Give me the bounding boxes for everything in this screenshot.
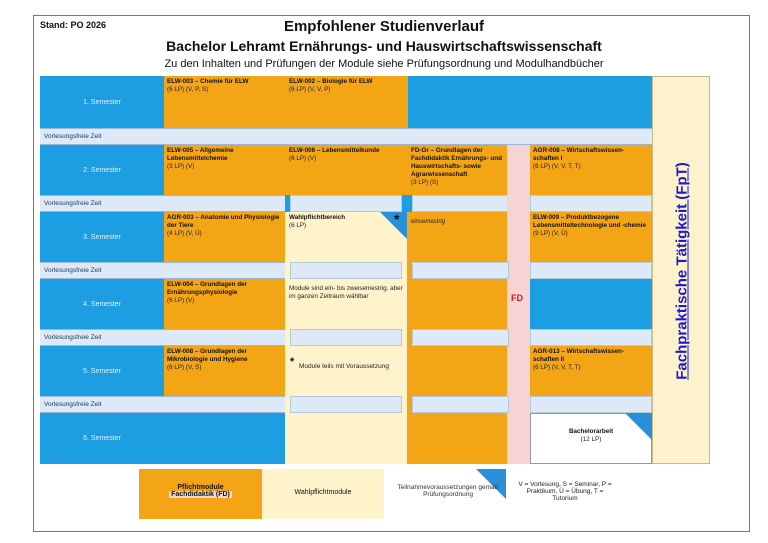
semester-label: 4. Semester — [83, 300, 121, 308]
break-slot — [290, 396, 402, 413]
page-subtitle: Bachelor Lehramt Ernährungs- und Hauswirtschaftswissenschaft — [166, 38, 602, 54]
break-slot — [290, 262, 402, 279]
module-agr008 — [530, 145, 652, 195]
module-info: (9 LP) (V, Ü) — [533, 230, 568, 237]
module-title: Bachelorarbeit — [568, 428, 614, 435]
break-slot — [412, 329, 509, 346]
module-title: ELW-002 – Biologie für ELW — [289, 78, 373, 85]
semester-label: 3. Semester — [83, 233, 121, 241]
one-semester-note: einsemestrig — [411, 219, 446, 225]
fd-pink-column — [507, 145, 530, 464]
module-elw006 — [286, 145, 408, 195]
break-slot — [530, 329, 652, 346]
module-title: ELW-008 – Grundlagen der Mikrobiologie und Hygiene — [167, 348, 248, 363]
module-agr003 — [164, 212, 285, 262]
module-info: (4 LP) (V, Ü) — [167, 230, 202, 237]
module-title: ELW-004 – Grundlagen der Ernährungsphysiologie — [167, 281, 248, 296]
module-title: AGR-008 – Wirtschaftswissen- schaften I — [533, 147, 624, 162]
fpt-label: Fachpraktische Tätigkeit (FpT) — [673, 162, 691, 380]
break-slot — [530, 262, 652, 279]
semester-label: 6. Semester — [83, 435, 121, 442]
module-info: (12 LP) — [580, 436, 602, 443]
module-elw009 — [530, 212, 652, 262]
break-row: Vorlesungsfreie Zeit — [40, 329, 285, 346]
module-title: AGR-003 – Anatomie und Physiologie der Tiere — [167, 214, 280, 229]
fpt-column — [652, 76, 710, 464]
module-info: (6 LP) (V, V, T, T) — [533, 364, 581, 371]
module-elw002 — [286, 76, 408, 128]
prerequisite-note: Module teils mit Voraussetzung — [299, 363, 389, 370]
module-elw004 — [164, 279, 285, 329]
prerequisite-marker — [625, 413, 652, 440]
module-info: (6 LP) (V, V, T, T) — [533, 163, 581, 170]
module-info: (3 LP) (S) — [411, 179, 439, 186]
legend-elective-label: Wahlpflichtmodule — [294, 489, 352, 496]
module-info: (6 LP) (V, P, S) — [167, 86, 209, 93]
module-title: ELW-009 – Produktbezogene Lebensmitteltechnologie und -chemie — [533, 214, 647, 229]
module-title: ELW-003 – Chemie für ELW — [167, 78, 249, 85]
fd-label: FD — [511, 293, 523, 303]
break-row: Vorlesungsfreie Zeit — [40, 396, 285, 413]
break-slot — [412, 396, 509, 413]
legend-prerequisite-label: Teilnahmevoraussetzungen gemäß Prüfungsordnung — [397, 484, 499, 498]
page-note: Zu den Inhalten und Prüfungen der Module siehe Prüfungsordnung und Modulhandbücher — [164, 58, 604, 70]
module-info: (6 LP) (V, V, P) — [289, 86, 331, 93]
module-info: (6 LP) (V, S) — [167, 364, 202, 371]
stand-label: Stand: PO 2026 — [40, 20, 107, 30]
break-slot — [290, 195, 402, 212]
module-info: (6 LP) — [289, 222, 307, 229]
module-title: ELW-006 – Lebensmittelkunde — [289, 147, 380, 154]
module-title: Wahlpflichtbereich — [289, 214, 346, 221]
break-row: Vorlesungsfreie Zeit — [40, 262, 285, 279]
module-title: FD-Gr – Grundlagen der Fachdidaktik Ernährungs- und Hauswirtschafts- sowie Agrarwissenschaft — [411, 147, 502, 178]
break-slot — [290, 329, 402, 346]
legend-fd-label: Fachdidaktik (FD) — [171, 491, 230, 498]
asterisk-mark: * — [394, 211, 400, 227]
module-info: (6 LP) (V) — [289, 155, 317, 162]
legend-mandatory-label: Pflichtmodule — [177, 484, 224, 491]
module-info: (6 LP) (V) — [167, 297, 195, 304]
page-title: Empfohlener Studienverlauf — [283, 18, 485, 35]
semester-label: 1. Semester — [83, 98, 121, 106]
module-elw008 — [164, 346, 285, 396]
break-row: Vorlesungsfreie Zeit — [40, 128, 652, 145]
module-elw005 — [164, 145, 286, 195]
break-row: Vorlesungsfreie Zeit — [40, 195, 285, 212]
asterisk-mark: * — [290, 356, 295, 368]
break-slot — [530, 396, 652, 413]
module-title: AGR-013 – Wirtschaftswissen- schaften II — [533, 348, 624, 363]
semester-label: 2. Semester — [83, 166, 121, 174]
module-agr013 — [530, 346, 652, 396]
break-slot — [530, 195, 652, 212]
semester-label: 5. Semester — [83, 367, 121, 375]
legend-abbreviations: V = Vorlesung, S = Seminar, P = Praktikum, Ü = Übung, T = Tutorium — [518, 481, 612, 502]
module-title: ELW-005 – Allgemeine Lebensmittelchemie — [167, 147, 234, 162]
break-slot — [412, 262, 509, 279]
module-fd-gr — [408, 145, 507, 195]
module-elw003 — [164, 76, 286, 128]
legend-mandatory — [139, 484, 262, 498]
module-info: (3 LP) (V) — [167, 163, 195, 170]
elective-note: Module sind ein- bis zweisemestrig, aber im ganzen Zeitraum wählbar — [289, 285, 403, 300]
